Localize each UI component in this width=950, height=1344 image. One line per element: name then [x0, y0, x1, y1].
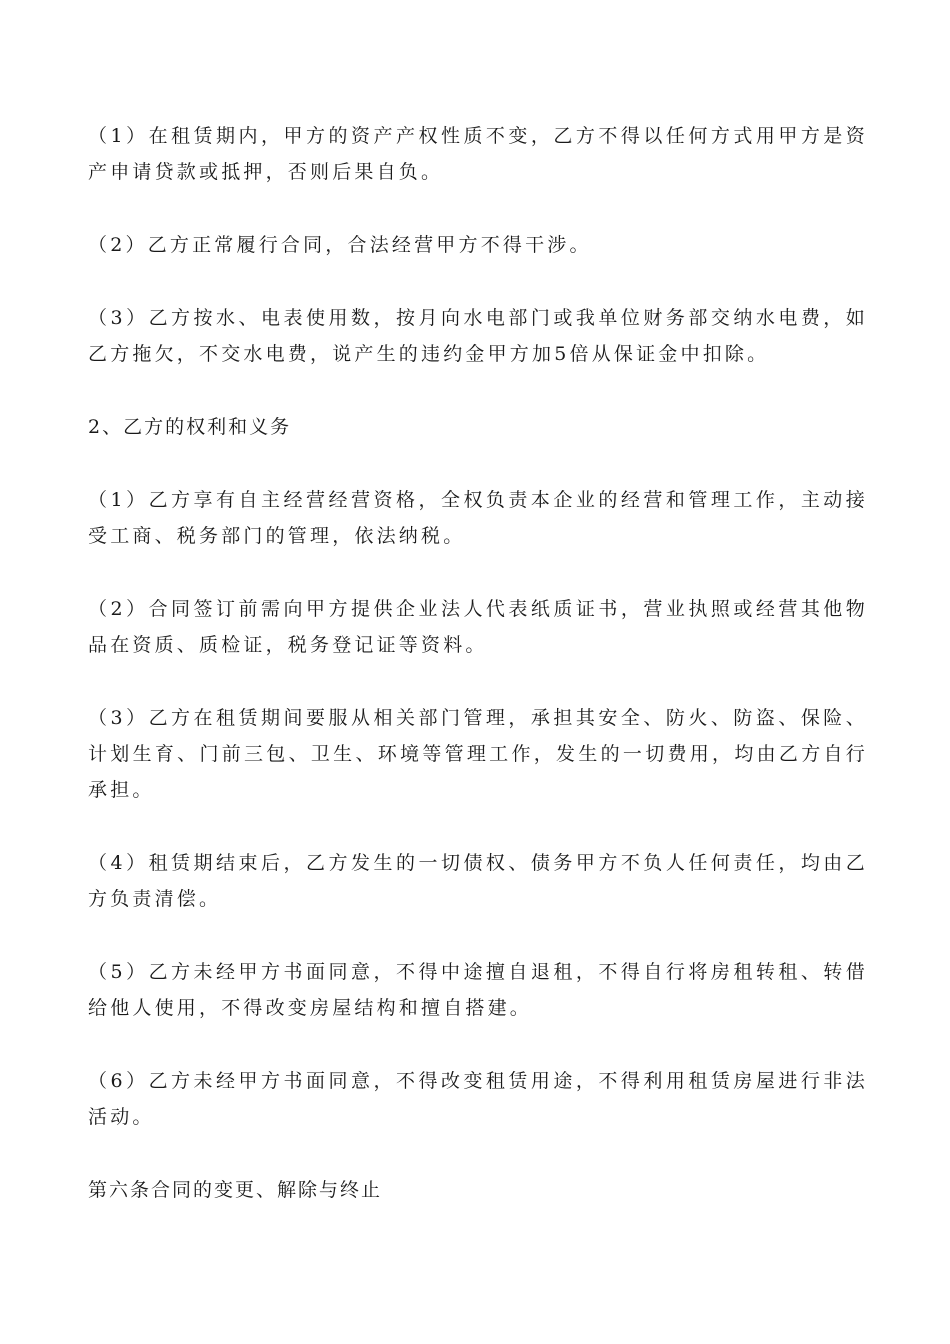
- article-6-heading: 第六条合同的变更、解除与终止: [88, 1179, 383, 1201]
- clause-1-2-paragraph: （2）乙方正常履行合同，合法经营甲方不得干涉。: [88, 234, 592, 256]
- clause-2-1-paragraph: （1）乙方享有自主经营经营资格，全权负责本企业的经营和管理工作，主动接受工商、税务部门的管理，依法纳税。: [88, 489, 868, 547]
- section-2-heading: 2、乙方的权利和义务: [88, 416, 292, 438]
- clause-1-1-paragraph: （1）在租赁期内，甲方的资产产权性质不变，乙方不得以任何方式用甲方是资产申请贷款或抵押，否则后果自负。: [88, 125, 868, 183]
- clause-1-3-paragraph: （3）乙方按水、电表使用数，按月向水电部门或我单位财务部交纳水电费，如乙方拖欠，不交水电费，说产生的违约金甲方加5倍从保证金中扣除。: [88, 307, 868, 365]
- clause-2-6-paragraph: （6）乙方未经甲方书面同意，不得改变租赁用途，不得利用租赁房屋进行非法活动。: [88, 1070, 868, 1128]
- document-body: [88, 118, 868, 1245]
- clause-2-5-paragraph: （5）乙方未经甲方书面同意，不得中途擅自退租，不得自行将房租转租、转借给他人使用，不得改变房屋结构和擅自搭建。: [88, 961, 868, 1019]
- clause-2-3-paragraph: （3）乙方在租赁期间要服从相关部门管理，承担其安全、防火、防盗、保险、计划生育、门前三包、卫生、环境等管理工作，发生的一切费用，均由乙方自行承担。: [88, 707, 868, 801]
- clause-2-4-paragraph: （4）租赁期结束后，乙方发生的一切债权、债务甲方不负人任何责任，均由乙方负责清偿。: [88, 852, 868, 910]
- clause-2-2-paragraph: （2）合同签订前需向甲方提供企业法人代表纸质证书，营业执照或经营其他物品在资质、质检证，税务登记证等资料。: [88, 598, 868, 656]
